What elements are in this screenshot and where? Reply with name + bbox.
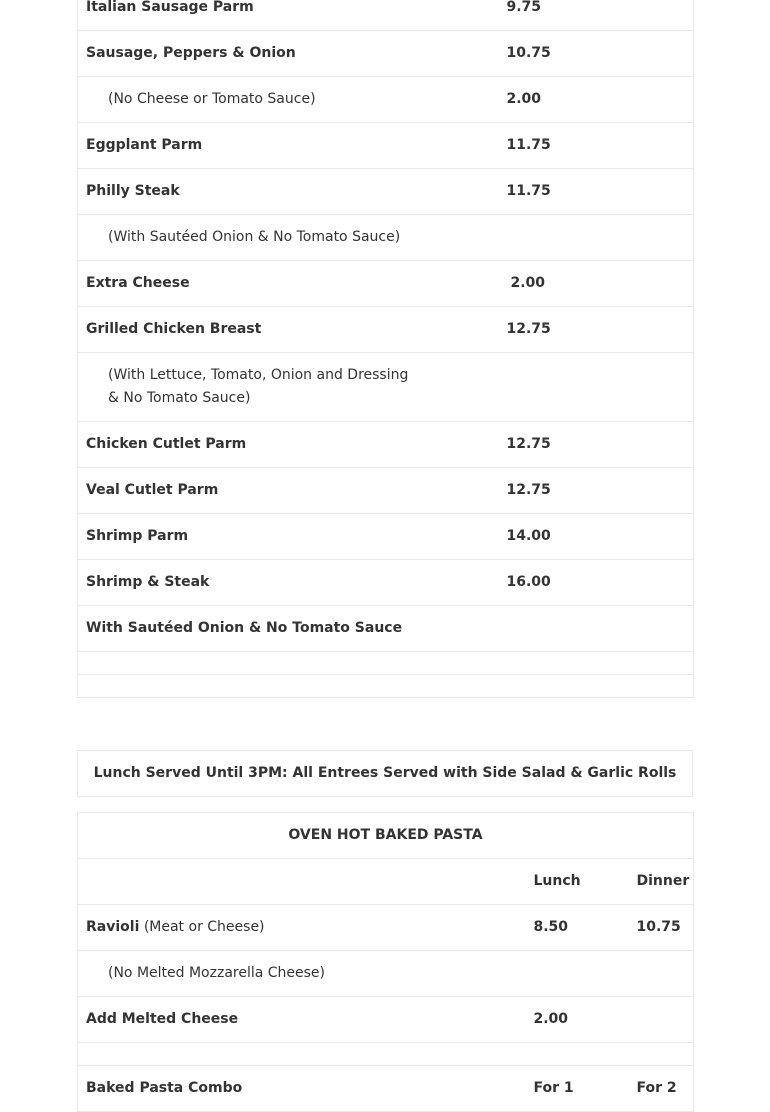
lunch-notice: Lunch Served Until 3PM: All Entrees Served with Side Salad & Garlic Rolls <box>78 751 693 797</box>
table-row <box>78 951 694 997</box>
table-row <box>78 675 694 698</box>
item-price: 11.75 <box>507 123 694 169</box>
item-name: Chicken Cutlet Parm <box>78 422 507 468</box>
dinner-price: For 2 <box>637 1066 694 1112</box>
item-name: Shrimp Parm <box>78 514 507 560</box>
item-note: (With Sautéed Onion & No Tomato Sauce) <box>108 229 401 245</box>
item-price: 16.00 <box>507 560 694 606</box>
table-row <box>78 813 694 859</box>
item-price: 11.75 <box>507 169 694 215</box>
table-row <box>78 652 694 675</box>
item-price: 2.00 <box>510 275 546 291</box>
item-price: 9.75 <box>507 0 694 31</box>
table-row <box>78 1066 694 1112</box>
item-detail: (Meat or Cheese) <box>143 919 265 935</box>
table-row <box>78 422 694 468</box>
table-row <box>78 751 693 797</box>
item-price <box>507 353 694 422</box>
item-name: Ravioli <box>86 919 140 935</box>
item-price: 10.75 <box>507 31 694 77</box>
section-title: OVEN HOT BAKED PASTA <box>78 813 694 859</box>
baked-pasta-table <box>77 812 694 1112</box>
item-name: Add Melted Cheese <box>78 997 534 1043</box>
item-price: 2.00 <box>507 77 694 123</box>
table-row <box>78 307 694 353</box>
table-row <box>78 169 694 215</box>
table-row <box>78 1043 694 1066</box>
table-row <box>78 514 694 560</box>
table-row <box>78 0 694 31</box>
item-price: 14.00 <box>507 514 694 560</box>
item-name: Grilled Chicken Breast <box>78 307 507 353</box>
item-name: Extra Cheese <box>78 261 507 307</box>
table-row <box>78 468 694 514</box>
item-price: 12.75 <box>507 307 694 353</box>
lunch-price: 8.50 <box>534 905 637 951</box>
table-row <box>78 77 694 123</box>
item-note: (No Melted Mozzarella Cheese) <box>108 965 326 981</box>
table-row <box>78 606 694 652</box>
lunch-price: 2.00 <box>534 997 637 1043</box>
item-price: 12.75 <box>507 422 694 468</box>
column-header-dinner: Dinner <box>637 859 694 905</box>
item-note: (No Cheese or Tomato Sauce) <box>108 91 316 107</box>
item-name: Philly Steak <box>78 169 507 215</box>
item-name: With Sautéed Onion & No Tomato Sauce <box>78 606 507 652</box>
table-row <box>78 123 694 169</box>
lunch-price: For 1 <box>534 1066 637 1112</box>
item-price: 12.75 <box>507 468 694 514</box>
item-price <box>507 606 694 652</box>
table-row <box>78 215 694 261</box>
column-header-lunch: Lunch <box>534 859 637 905</box>
table-row <box>78 859 694 905</box>
table-row <box>78 905 694 951</box>
dinner-price: 10.75 <box>637 905 694 951</box>
table-row <box>78 261 694 307</box>
item-name: Sausage, Peppers & Onion <box>78 31 507 77</box>
table-row <box>78 560 694 606</box>
sandwich-menu-table <box>77 0 694 698</box>
item-name: Italian Sausage Parm <box>78 0 507 31</box>
item-name: Eggplant Parm <box>78 123 507 169</box>
table-row <box>78 997 694 1043</box>
item-name: Shrimp & Steak <box>78 560 507 606</box>
item-note: (With Lettuce, Tomato, Onion and Dressing & No Tomato Sauce) <box>108 367 409 406</box>
table-row <box>78 31 694 77</box>
item-name: Baked Pasta Combo <box>78 1066 534 1112</box>
item-price <box>507 215 694 261</box>
item-name: Veal Cutlet Parm <box>78 468 507 514</box>
table-row <box>78 353 694 422</box>
lunch-notice-table <box>77 750 693 797</box>
